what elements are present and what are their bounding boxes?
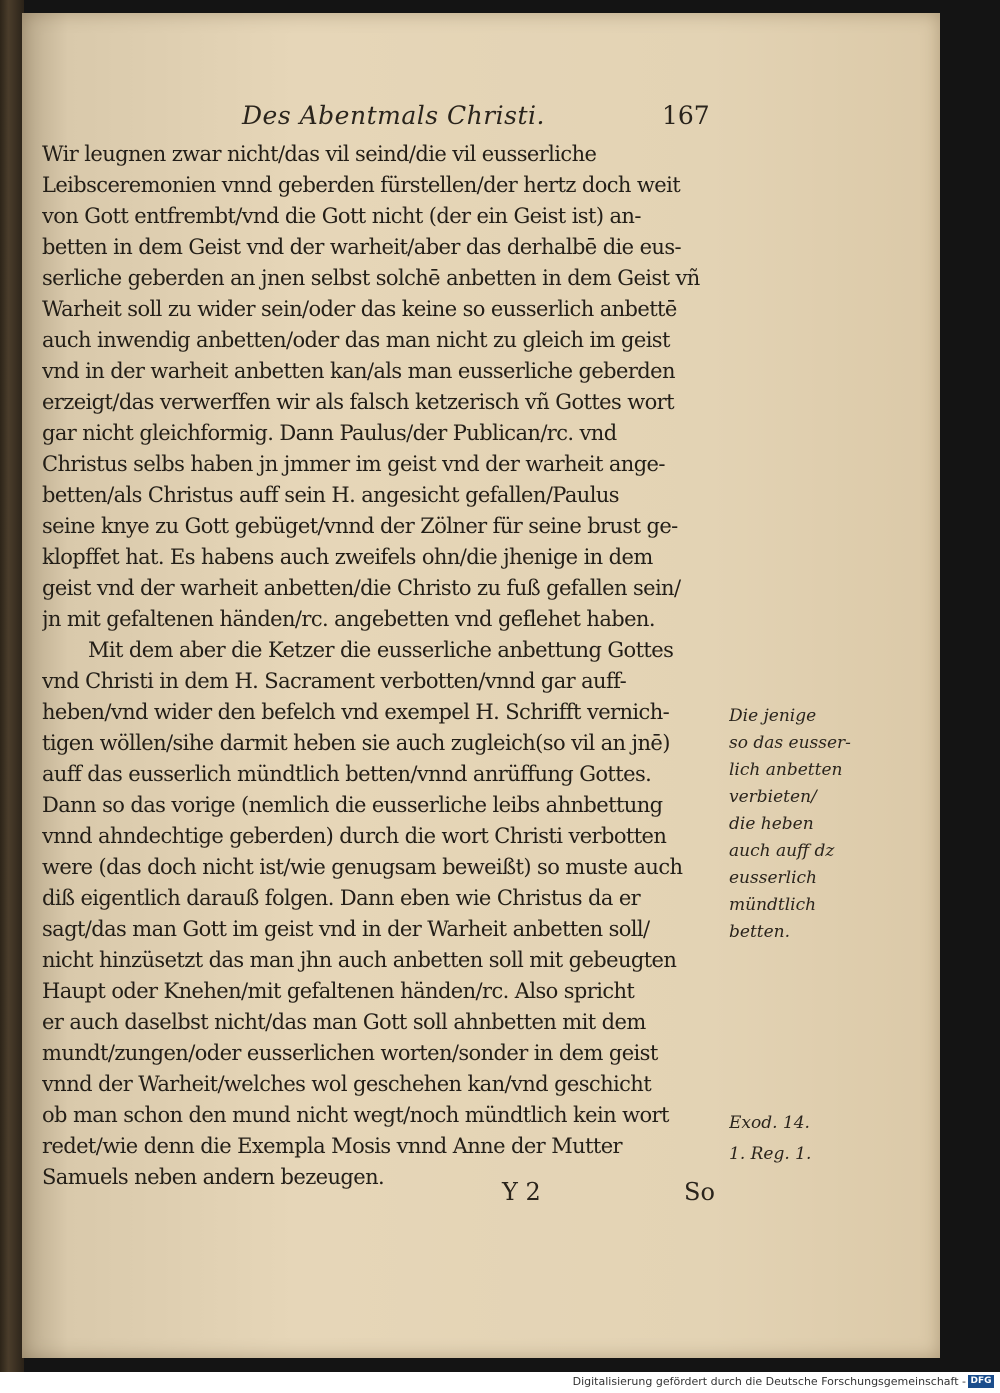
marginal-note: so das eusser- (729, 733, 851, 753)
text-line: redet/wie denn die Exempla Mosis vnnd Anne der Mutter (42, 1134, 622, 1158)
running-head: Des Abentmals Christi. (242, 101, 545, 130)
text-line: were (das doch nicht ist/wie genugsam beweißt) so muste auch (42, 855, 683, 879)
text-line: Haupt oder Knehen/mit gefaltenen händen/rc. Also spricht (42, 979, 635, 1003)
text-line: geist vnd der warheit anbetten/die Christo zu fuß gefallen sein/ (42, 576, 681, 600)
marginal-note: auch auff dz (729, 841, 835, 861)
text-line: jn mit gefaltenen händen/rc. angebetten vnd geflehet haben. (42, 607, 655, 631)
marginal-note: betten. (729, 922, 791, 942)
text-line: tigen wöllen/sihe darmit heben sie auch zugleich(so vil an jnē) (42, 731, 670, 755)
text-line: seine knye zu Gott gebüget/vnnd der Zölner für seine brust ge- (42, 514, 678, 538)
text-line: vnd Christi in dem H. Sacrament verbotten/vnnd gar auff- (42, 669, 627, 693)
text-line: diß eigentlich darauß folgen. Dann eben wie Christus da er (42, 886, 641, 910)
signature-mark: Y 2 (502, 1178, 541, 1206)
marginal-note: verbieten/ (729, 787, 817, 807)
text-line: Dann so das vorige (nemlich die eusserliche leibs ahnbettung (42, 793, 663, 817)
marginal-note: Die jenige (729, 706, 817, 726)
marginal-reference: 1. Reg. 1. (729, 1144, 812, 1164)
text-line: nicht hinzüsetzt das man jhn auch anbetten soll mit gebeugten (42, 948, 677, 972)
book-page (22, 13, 940, 1358)
credit-bar (0, 1372, 1000, 1393)
text-line: heben/vnd wider den befelch vnd exempel H. Schrifft vernich- (42, 700, 670, 724)
text-line: ob man schon den mund nicht wegt/noch mündtlich kein wort (42, 1103, 669, 1127)
text-line: sagt/das man Gott im geist vnd in der Warheit anbetten soll/ (42, 917, 650, 941)
text-line: vnd in der warheit anbetten kan/als man eusserliche geberden (42, 359, 675, 383)
text-line: Samuels neben andern bezeugen. (42, 1165, 385, 1189)
text-line: klopffet hat. Es habens auch zweifels ohn/die jhenige in dem (42, 545, 653, 569)
text-line: mundt/zungen/oder eusserlichen worten/sonder in dem geist (42, 1041, 658, 1065)
dfg-logo-icon: DFG (968, 1375, 994, 1388)
marginal-reference: Exod. 14. (729, 1113, 810, 1133)
text-line: von Gott entfrembt/vnd die Gott nicht (der ein Geist ist) an- (42, 204, 641, 228)
marginal-note: die heben (729, 814, 814, 834)
text-line: betten in dem Geist vnd der warheit/aber das derhalbē die eus- (42, 235, 681, 259)
text-line: vnnd der Warheit/welches wol geschehen kan/vnd geschicht (42, 1072, 652, 1096)
marginal-note: mündtlich (729, 895, 817, 915)
funding-credit: Digitalisierung gefördert durch die Deutsche Forschungsgemeinschaft - (572, 1375, 966, 1388)
text-line: betten/als Christus auff sein H. angesicht gefallen/Paulus (42, 483, 619, 507)
text-line: erzeigt/das verwerffen wir als falsch ketzerisch vñ Gottes wort (42, 390, 674, 414)
text-line: Christus selbs haben jn jmmer im geist vnd der warheit ange- (42, 452, 665, 476)
text-line: gar nicht gleichformig. Dann Paulus/der Publican/rc. vnd (42, 421, 617, 445)
page-number: 167 (662, 101, 710, 130)
marginal-note: lich anbetten (729, 760, 843, 780)
text-line: Wir leugnen zwar nicht/das vil seind/die vil eusserliche (42, 142, 597, 166)
text-line: serliche geberden an jnen selbst solchē anbetten in dem Geist vñ (42, 266, 700, 290)
text-line: auch inwendig anbetten/oder das man nicht zu gleich im geist (42, 328, 670, 352)
text-line: auff das eusserlich mündtlich betten/vnnd anrüffung Gottes. (42, 762, 652, 786)
text-line: Warheit soll zu wider sein/oder das keine so eusserlich anbettē (42, 297, 677, 321)
text-line: Mit dem aber die Ketzer die eusserliche anbettung Gottes (88, 638, 674, 662)
text-line: vnnd ahndechtige geberden) durch die wort Christi verbotten (42, 824, 667, 848)
marginal-note: eusserlich (729, 868, 817, 888)
text-line: Leibsceremonien vnnd geberden fürstellen/der hertz doch weit (42, 173, 681, 197)
book-spine (0, 0, 24, 1372)
text-line: er auch daselbst nicht/das man Gott soll ahnbetten mit dem (42, 1010, 646, 1034)
catchword: So (684, 1178, 715, 1206)
